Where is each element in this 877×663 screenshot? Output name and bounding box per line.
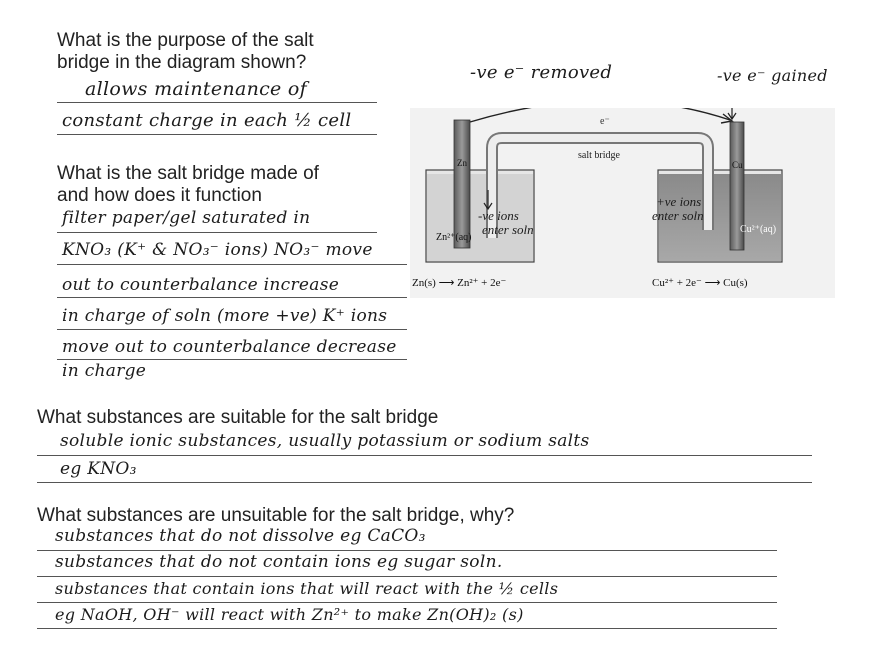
answer-4-line-3: substances that contain ions that will react with the ½ cells — [55, 579, 559, 598]
zinc-electrode — [454, 120, 470, 248]
answer-line — [37, 455, 812, 456]
annotation-electrons-gained: -ve e⁻ gained — [717, 66, 828, 85]
answer-2-line-2: KNO₃ (K⁺ & NO₃⁻ ions) NO₃⁻ move — [62, 240, 373, 260]
answer-4-line-1: substances that do not dissolve eg CaCO₃ — [55, 526, 426, 546]
answer-line — [37, 576, 777, 577]
question-1-prompt-line-2: bridge in the diagram shown? — [57, 52, 307, 73]
answer-line — [57, 264, 407, 265]
answer-3-line-1: soluble ionic substances, usually potassium or sodium salts — [60, 431, 590, 451]
zinc-half-equation: Zn(s) ⟶ Zn²⁺ + 2e⁻ — [412, 277, 507, 289]
salt-bridge-label: salt bridge — [578, 150, 620, 161]
answer-2-line-6: in charge — [62, 361, 147, 381]
answer-line — [37, 482, 812, 483]
annotation-positive-ions-2: enter soln — [652, 208, 704, 223]
copper-label: Cu — [732, 160, 743, 170]
annotation-negative-ions-2: enter soln — [482, 222, 534, 237]
electron-label: e⁻ — [600, 116, 610, 127]
question-2-prompt-line-2: and how does it function — [57, 185, 262, 206]
annotation-negative-ions-1: -ve ions — [478, 208, 519, 223]
copper-half-equation: Cu²⁺ + 2e⁻ ⟶ Cu(s) — [652, 277, 748, 289]
galvanic-cell-diagram — [410, 108, 835, 298]
answer-line — [57, 359, 407, 360]
answer-1-line-1: allows maintenance of — [85, 78, 308, 100]
annotation-positive-ions-1: +ve ions — [656, 194, 702, 209]
zinc-solution-label: Zn²⁺(aq) — [436, 232, 472, 243]
copper-solution-label: Cu²⁺(aq) — [740, 224, 777, 235]
answer-line — [57, 329, 407, 330]
answer-line — [57, 297, 407, 298]
answer-line — [37, 550, 777, 551]
answer-line — [57, 232, 377, 233]
answer-line — [37, 628, 777, 629]
answer-line — [57, 134, 377, 135]
answer-4-line-4: eg NaOH, OH⁻ will react with Zn²⁺ to make Zn(OH)₂ (s) — [55, 605, 524, 624]
answer-2-line-1: filter paper/gel saturated in — [62, 208, 311, 228]
zinc-label: Zn — [457, 158, 467, 168]
answer-2-line-3: out to counterbalance increase — [62, 275, 340, 295]
answer-4-line-2: substances that do not contain ions eg sugar soln. — [55, 552, 503, 572]
question-4-prompt: What substances are unsuitable for the salt bridge, why? — [37, 505, 515, 526]
question-1-prompt-line-1: What is the purpose of the salt — [57, 30, 314, 51]
answer-line — [57, 102, 377, 103]
answer-2-line-5: move out to counterbalance decrease — [62, 337, 397, 357]
question-3-prompt: What substances are suitable for the salt bridge — [37, 407, 439, 428]
answer-line — [37, 602, 777, 603]
answer-2-line-4: in charge of soln (more +ve) K⁺ ions — [62, 306, 388, 326]
answer-3-line-2: eg KNO₃ — [60, 459, 137, 479]
question-2-prompt-line-1: What is the salt bridge made of — [57, 163, 319, 184]
answer-1-line-2: constant charge in each ½ cell — [62, 110, 352, 131]
annotation-electrons-removed: -ve e⁻ removed — [470, 62, 613, 83]
